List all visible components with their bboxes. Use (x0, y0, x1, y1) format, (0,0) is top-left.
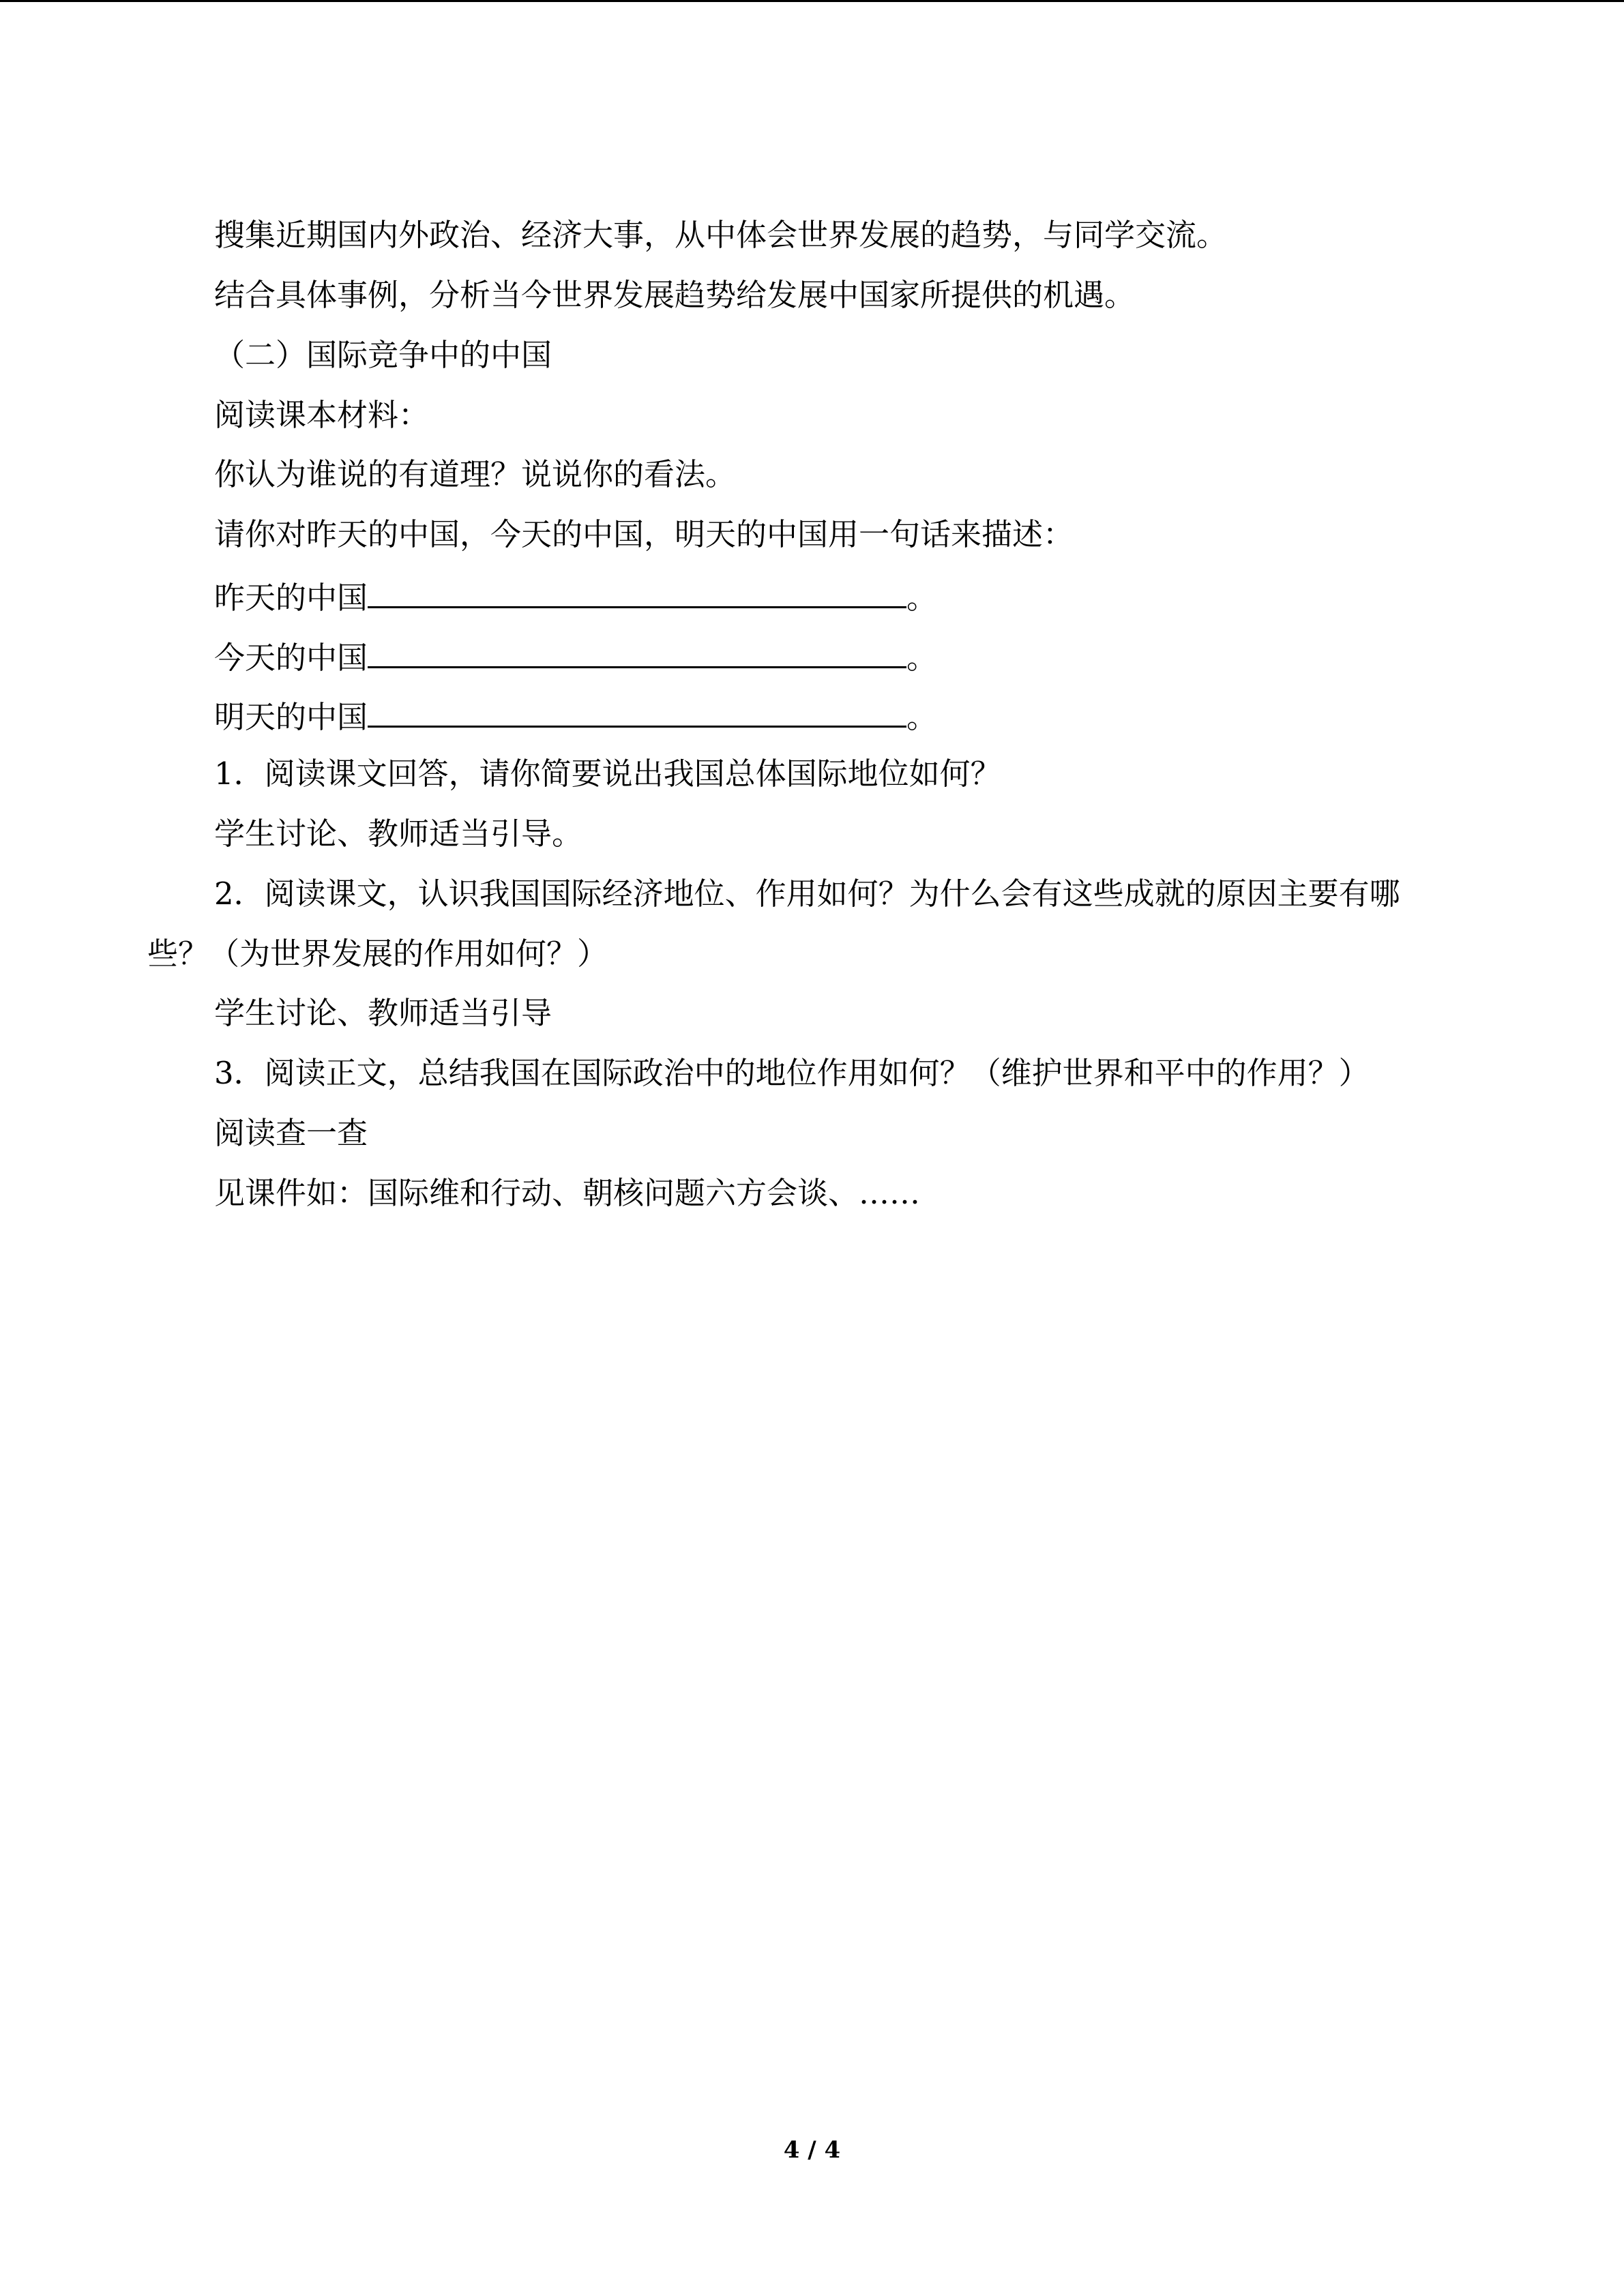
fill-blank-label: 今天的中国 (214, 640, 368, 676)
question-item: 2．阅读课文，认识我国国际经济地位、作用如何？为什么会有这些成就的原因主要有哪 (214, 876, 1400, 912)
page-number: 4 / 4 (783, 2136, 841, 2164)
fill-blank-underline[interactable] (368, 579, 906, 608)
paragraph: 结合具体事例，分析当今世界发展趋势给发展中国家所提供的机遇。 (214, 277, 1136, 313)
section-heading: （二）国际竞争中的中国 (214, 337, 552, 373)
fill-blank-end: 。 (906, 640, 938, 676)
fill-blank-underline[interactable] (368, 639, 906, 668)
fill-blank-label: 明天的中国 (214, 699, 368, 735)
paragraph: 阅读课本材料： (214, 397, 430, 433)
question-item: 1．阅读课文回答，请你简要说出我国总体国际地位如何？ (214, 756, 1001, 792)
paragraph: 请你对昨天的中国，今天的中国，明天的中国用一句话来描述： (214, 516, 1074, 552)
paragraph: 学生讨论、教师适当引导 (214, 995, 552, 1031)
question-item-continuation: 些？（为世界发展的作用如何？） (147, 936, 608, 972)
fill-blank-label: 昨天的中国 (214, 580, 368, 616)
fill-blank-end: 。 (906, 699, 938, 735)
fill-blank-line (214, 579, 938, 616)
paragraph: 你认为谁说的有道理？说说你的看法。 (214, 456, 737, 492)
question-item: 3．阅读正文，总结我国在国际政治中的地位作用如何？（维护世界和平中的作用？） (214, 1055, 1370, 1091)
fill-blank-line (214, 639, 938, 676)
paragraph: 学生讨论、教师适当引导。 (214, 816, 583, 852)
paragraph: 搜集近期国内外政治、经济大事，从中体会世界发展的趋势，与同学交流。 (214, 217, 1228, 253)
fill-blank-underline[interactable] (368, 698, 906, 728)
page-top-border (0, 0, 1624, 2)
paragraph: 阅读查一查 (214, 1115, 368, 1151)
paragraph: 见课件如：国际维和行动、朝核问题六方会谈、…… (214, 1175, 921, 1211)
fill-blank-line (214, 698, 938, 735)
fill-blank-end: 。 (906, 580, 938, 616)
